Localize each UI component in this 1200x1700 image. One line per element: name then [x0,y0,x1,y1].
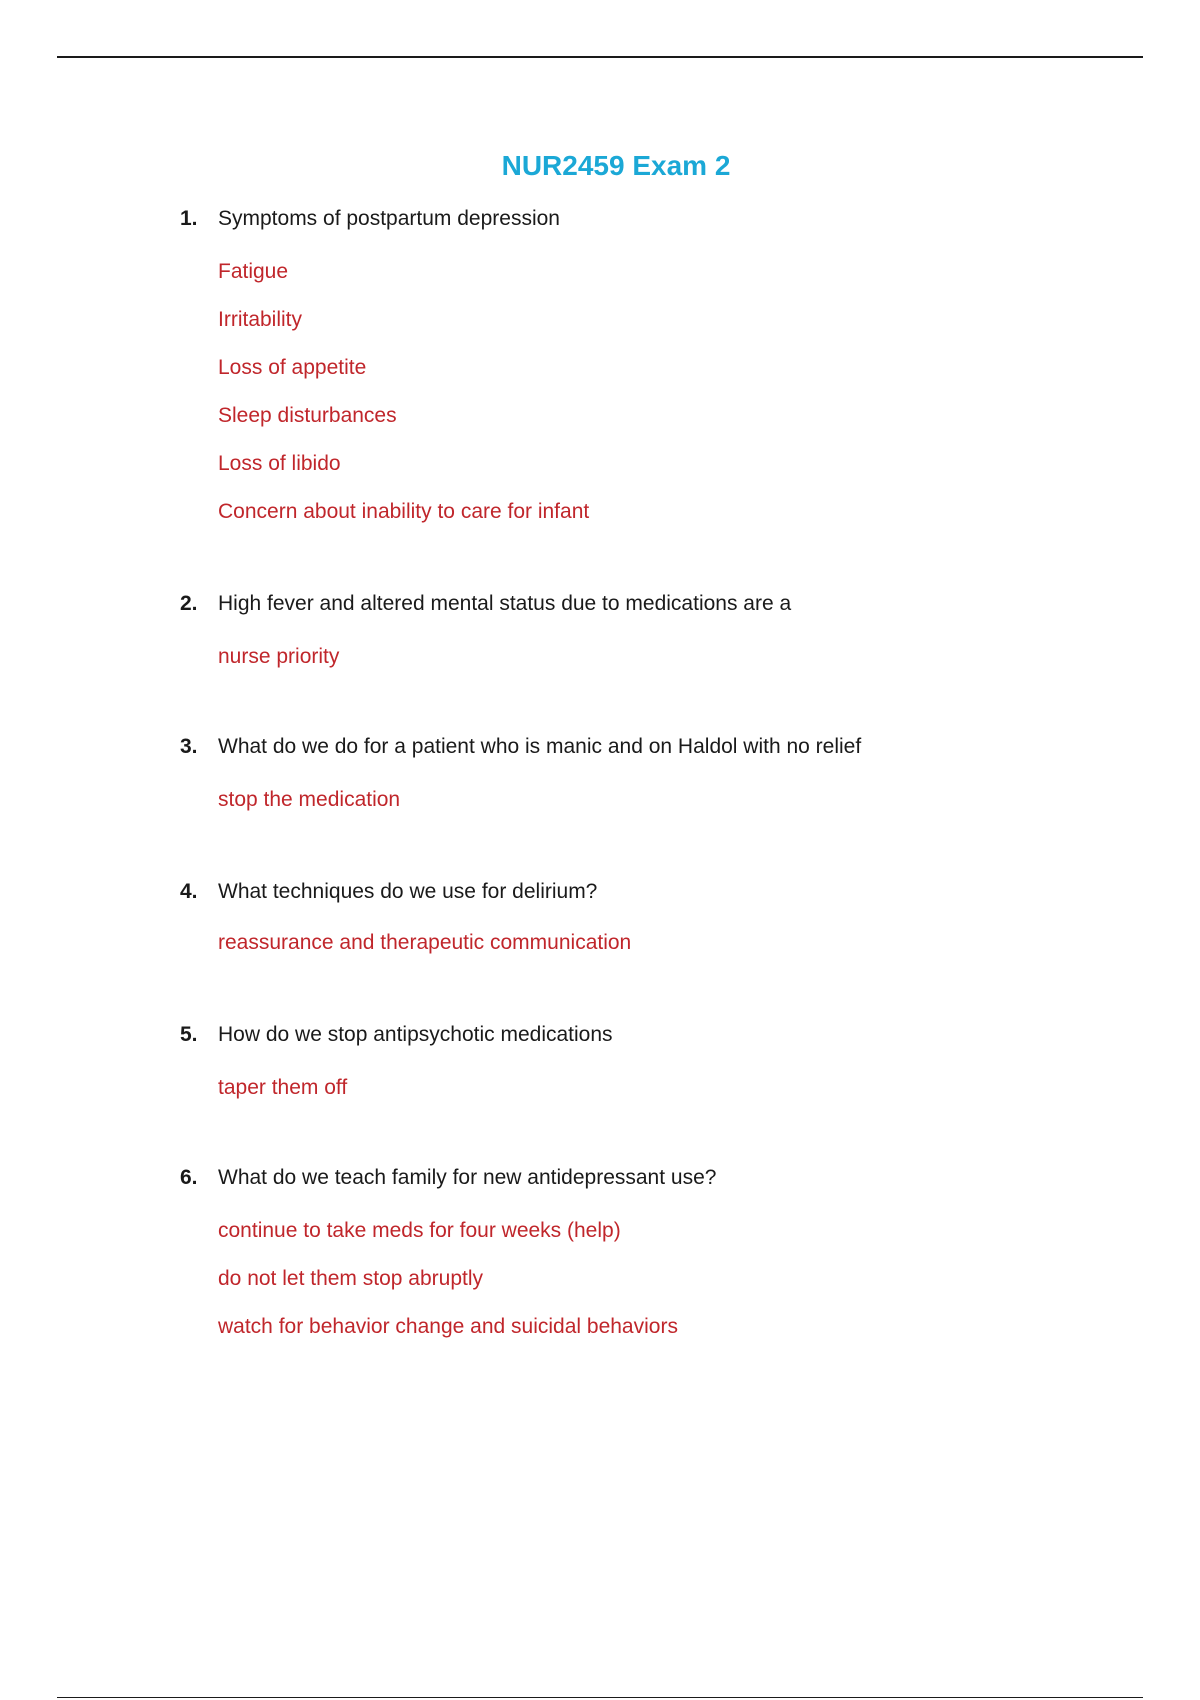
question-4 [180,875,1080,967]
footer-rule [57,1697,1143,1698]
question-text: Symptoms of postpartum depression [218,207,560,230]
answer-item: reassurance and therapeutic communication [218,931,632,954]
question-number: 1. [180,207,198,230]
answer-item: nurse priority [218,645,340,668]
answer-item: Concern about inability to care for infant [218,500,590,523]
question-number: 3. [180,735,198,758]
question-text: How do we stop antipsychotic medications [218,1023,613,1046]
question-text: High fever and altered mental status due to medications are a [218,592,792,615]
question-number: 6. [180,1166,198,1189]
question-2 [180,587,1080,681]
answer-item: Loss of libido [218,452,341,475]
answer-item: Irritability [218,308,303,331]
question-text: What do we do for a patient who is manic and on Haldol with no relief [218,735,862,758]
question-number: 2. [180,592,198,615]
answer-item: Sleep disturbances [218,404,397,427]
document-title: NUR2459 Exam 2 [501,150,731,181]
question-number: 5. [180,1023,198,1046]
answer-item: continue to take meds for four weeks (help) [218,1219,621,1242]
question-6 [180,1161,1080,1351]
question-number: 4. [180,880,198,903]
question-5 [180,1018,1080,1112]
header-rule [57,56,1143,58]
question-3 [180,730,1080,824]
question-text: What do we teach family for new antidepressant use? [218,1166,717,1189]
question-1 [180,202,1080,536]
question-text: What techniques do we use for delirium? [218,880,598,903]
answer-item: do not let them stop abruptly [218,1267,483,1290]
answer-item: watch for behavior change and suicidal behaviors [218,1315,678,1338]
answer-item: Fatigue [218,260,289,283]
answer-item: stop the medication [218,788,401,811]
answer-item: taper them off [218,1076,348,1099]
answer-item: Loss of appetite [218,356,367,379]
